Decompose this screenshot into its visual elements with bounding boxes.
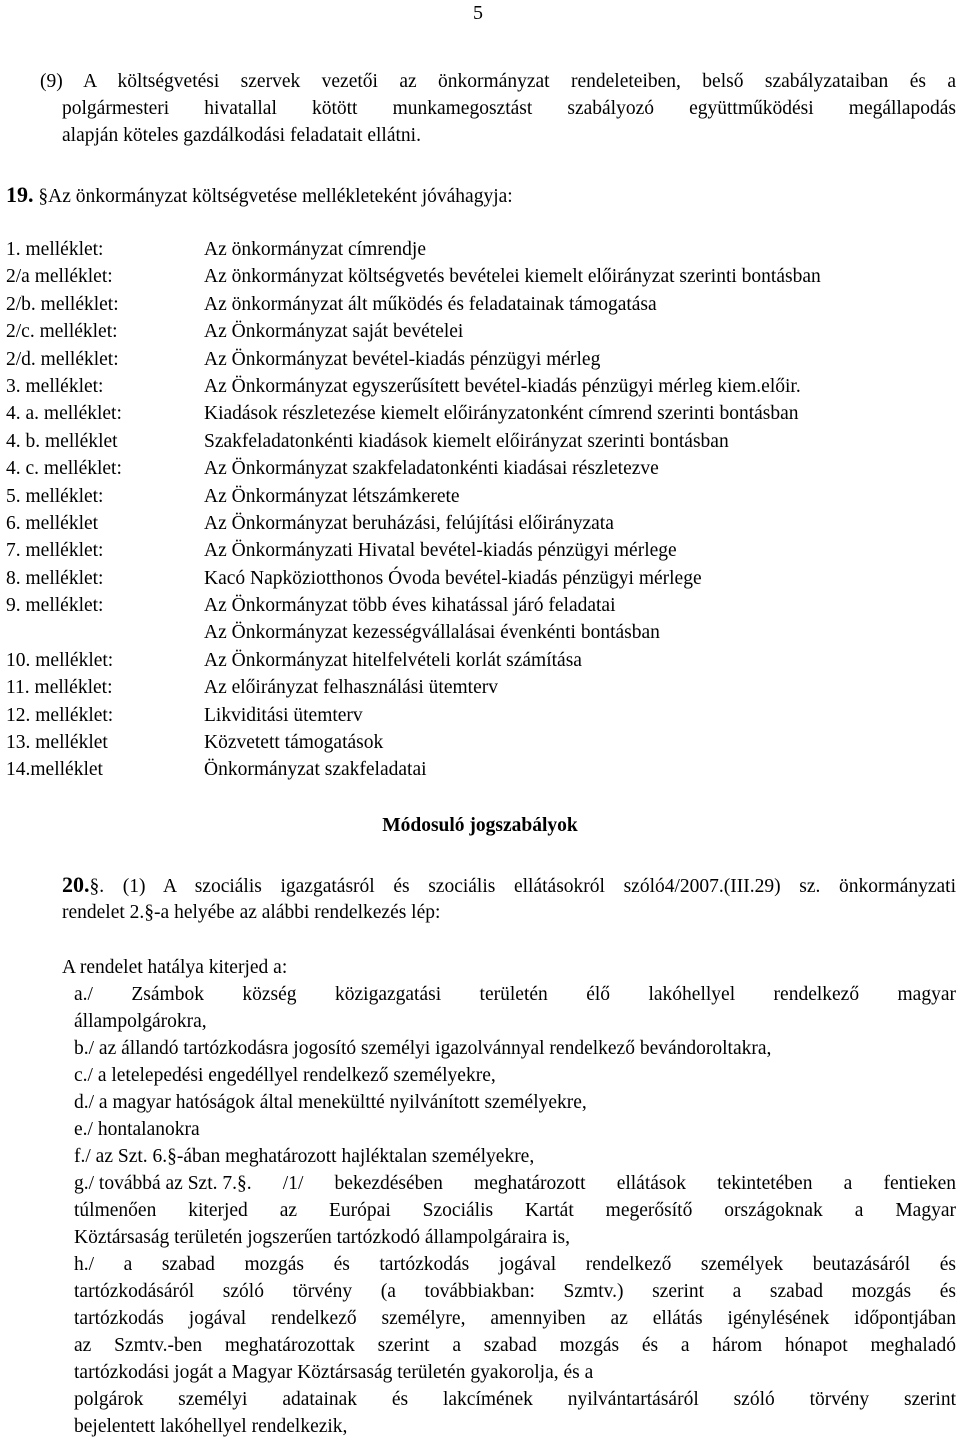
paragraph-9-line-2: polgármesteri hivatallal kötött munkamegosztást szabályozó együttműködési megállapodás [62, 98, 956, 119]
scope-item-h-line-2: tartózkodásáról szóló törvény (a továbbiakban: Szmtv.) szerint a szabad mozgás és [74, 1281, 956, 1302]
scope-item-h-line-4: az Szmtv.-ben meghatározottak szerint a szabad mozgás és a három hónapot meghaladó [74, 1335, 956, 1356]
scope-item-g-line-2: túlmenően kiterjed az Európai Szociális Kartát megerősítő országoknak a Magyar [74, 1200, 956, 1221]
section-symbol: § [89, 876, 100, 897]
scope-item-h-line-3: tartózkodás jogával rendelkező személyre, amennyiben az ellátás igénylésének időpontjában [74, 1308, 956, 1329]
section-20-text-b: -a helyébe az alábbi rendelkezés lép: [154, 902, 441, 923]
annex-title: Az előirányzat felhasználási ütemterv [204, 677, 498, 699]
annex-title: Kiadások részletezése kiemelt előirányzatonként címrend szerinti bontásban [204, 403, 799, 425]
annex-label: 12. melléklet: [6, 704, 114, 726]
annex-label: 7. melléklet: [6, 540, 104, 562]
annex-label: 10. melléklet: [6, 649, 114, 671]
annex-label: 2/a melléklet: [6, 266, 113, 288]
annex-label: 5. melléklet: [6, 485, 104, 507]
annex-title: Az Önkormányzat több éves kihatással járó feladatai [204, 595, 616, 617]
scope-item-d: d./ a magyar hatóságok által menekültté nyilvánított személyekre, [74, 1092, 587, 1113]
section-20-text-a: rendelet 2. [62, 902, 145, 923]
scope-item-a-line-1: a./ Zsámbok község közigazgatási területén élő lakóhellyel rendelkező magyar [74, 984, 956, 1005]
scope-item-h-line-1: h./ a szabad mozgás és tartózkodás jogával rendelkező személyek beutazásáról és [74, 1254, 956, 1275]
page-number: 5 [473, 2, 483, 24]
annex-title: Az Önkormányzat bevétel-kiadás pénzügyi mérleg [204, 348, 601, 370]
scope-item-e: e./ hontalanokra [74, 1119, 200, 1140]
section-20-line-1 [62, 873, 956, 899]
scope-item-g-text-a: g./ továbbá az Szt. 7. [74, 1173, 237, 1194]
heading-modosulo-jogszabalyok: Módosuló jogszabályok [382, 815, 578, 836]
annex-label: 1. melléklet: [6, 239, 104, 260]
annex-label: 8. melléklet: [6, 567, 104, 589]
annex-title: Önkormányzat szakfeladatai [204, 759, 427, 781]
annex-title: Az önkormányzat ált működés és feladatainak támogatása [204, 293, 657, 315]
paragraph-9-line-3: alapján köteles gazdálkodási feladatait ellátni. [62, 125, 421, 146]
annex-title: Az Önkormányzat létszámkerete [204, 485, 460, 507]
annex-label: 2/c. melléklet: [6, 321, 118, 343]
scope-intro: A rendelet hatálya kiterjed a: [62, 957, 288, 978]
section-20-number: 20. [62, 872, 90, 897]
annex-label: 13. melléklet [6, 732, 108, 754]
paragraph-9-line-1: (9) A költségvetési szervek vezetői az önkormányzat rendeleteiben, belső szabályzataiban és a [40, 71, 956, 92]
section-20-line-2 [62, 901, 440, 925]
annex-label: 4. a. melléklet: [6, 403, 122, 425]
section-19-text: Az önkormányzat költségvetése mellékleteként jóváhagyja: [48, 186, 513, 207]
annex-label: 4. b. melléklet [6, 430, 118, 452]
annex-label: 6. melléklet [6, 512, 99, 534]
scope-item-h-line-7: bejelentett lakóhellyel rendelkezik, [74, 1416, 348, 1437]
annex-label: 11. melléklet: [6, 677, 113, 699]
section-19-number: 19. [6, 182, 34, 207]
annex-title: Az Önkormányzat hitelfelvételi korlát számítása [204, 649, 582, 671]
annex-title: Az Önkormányzat egyszerűsített bevétel-kiadás pénzügyi mérleg kiem.előir. [204, 375, 801, 397]
annex-label: 3. melléklet: [6, 375, 104, 397]
section-19-heading [6, 183, 513, 209]
annex-title: Az Önkormányzat beruházási, felújítási előirányzata [204, 512, 614, 534]
scope-item-g-text-b: . /1/ bekezdésében meghatározott ellátások tekintetében a fentieken [246, 1173, 956, 1194]
scope-item-f [74, 1145, 534, 1169]
annex-title: Az önkormányzat címrendje [204, 239, 426, 260]
scope-item-c: c./ a letelepedési engedéllyel rendelkező személyekre, [74, 1065, 496, 1086]
annex-label: 2/b. melléklet: [6, 293, 119, 315]
section-symbol: § [167, 1146, 177, 1167]
annex-title: Szakfeladatonkénti kiadások kiemelt előirányzat szerinti bontásban [204, 430, 729, 452]
annex-label: 9. melléklet: [6, 595, 104, 617]
scope-item-f-text-b: -ában meghatározott hajléktalan személyekre, [176, 1146, 535, 1167]
scope-item-b: b./ az állandó tartózkodásra jogosító személyi igazolvánnyal rendelkező bevándoroltakra, [74, 1038, 772, 1059]
annex-label: 4. c. melléklet: [6, 458, 122, 480]
annex-title: Az Önkormányzati Hivatal bevétel-kiadás pénzügyi mérlege [204, 540, 677, 562]
scope-item-g-line-1 [74, 1172, 956, 1196]
section-symbol: § [237, 1173, 247, 1194]
annex-label: 14.melléklet [6, 759, 103, 781]
section-symbol: § [144, 902, 155, 923]
scope-item-h-line-5: tartózkodási jogát a Magyar Köztársaság területén gyakorolja, és a [74, 1362, 594, 1383]
annex-title: Likviditási ütemterv [204, 704, 363, 726]
section-20-text: . (1) A szociális igazgatásról és szociális ellátásokról szóló4/2007.(III.29) sz. önkormányzati [99, 876, 956, 897]
scope-item-f-text-a: f./ az Szt. 6. [74, 1146, 168, 1167]
scope-item-h-line-6: polgárok személyi adatainak és lakcímének nyilvántartásáról szóló törvény szerint [74, 1389, 956, 1410]
scope-item-a-line-2: állampolgárokra, [74, 1011, 207, 1032]
annex-title: Kacó Napköziotthonos Óvoda bevétel-kiadás pénzügyi mérlege [204, 567, 702, 589]
annex-title: Az Önkormányzat kezességvállalásai évenkénti bontásban [204, 622, 660, 644]
section-symbol: § [38, 186, 49, 207]
annex-title: Az Önkormányzat szakfeladatonkénti kiadásai részletezve [204, 458, 659, 480]
annex-label: 2/d. melléklet: [6, 348, 119, 370]
annex-title: Az Önkormányzat saját bevételei [204, 321, 464, 343]
scope-item-g-line-3: Köztársaság területén jogszerűen tartózkodó állampolgáraira is, [74, 1227, 570, 1248]
annex-title: Közvetett támogatások [204, 732, 384, 754]
annex-title: Az önkormányzat költségvetés bevételei kiemelt előirányzat szerinti bontásban [204, 266, 821, 288]
